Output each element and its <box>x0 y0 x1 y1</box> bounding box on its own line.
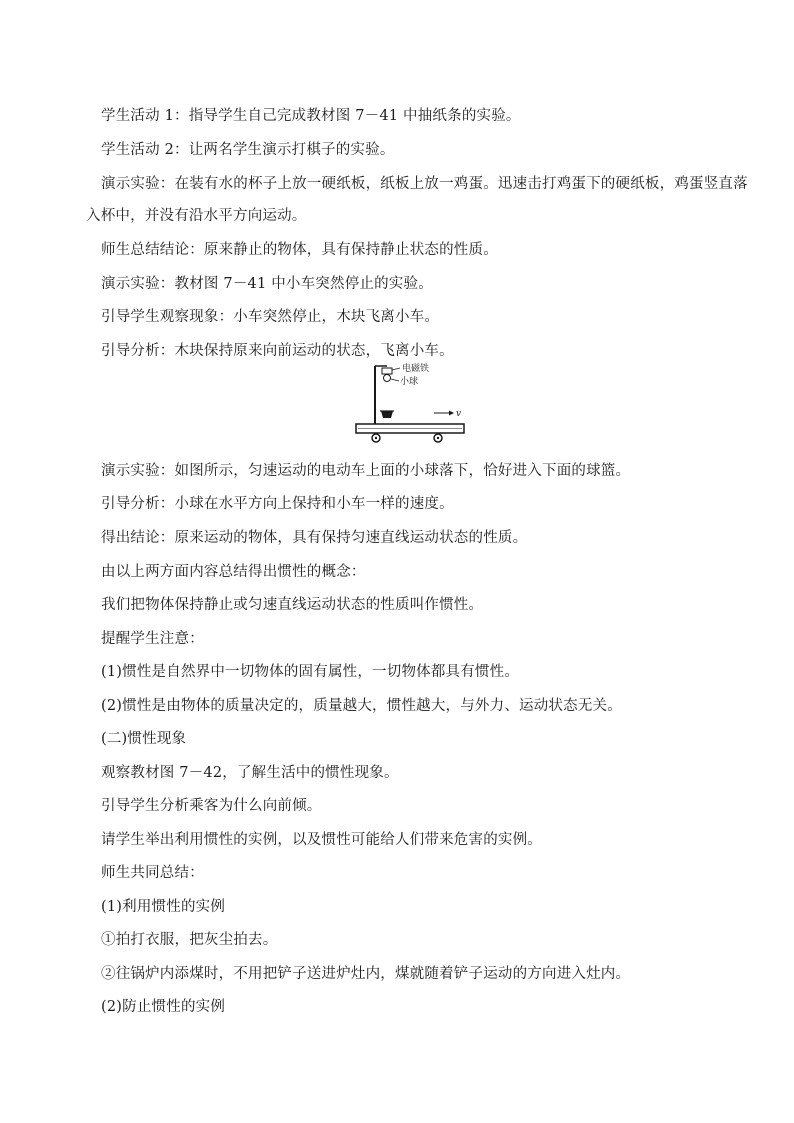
label-velocity: v <box>456 409 462 419</box>
paragraph: 引导学生分析乘客为什么向前倾。 <box>101 798 322 814</box>
section-heading: (二)惯性现象 <box>101 731 187 747</box>
paragraph: (1)惯性是自然界中一切物体的固有属性，一切物体都具有惯性。 <box>101 664 520 680</box>
label-electromagnet: 电磁铁 <box>402 364 430 374</box>
paragraph: 请学生举出利用惯性的实例，以及惯性可能给人们带来危害的实例。 <box>101 832 542 848</box>
paragraph: (1)利用惯性的实例 <box>101 899 226 915</box>
paragraph: 引导分析：小球在水平方向上保持和小车一样的速度。 <box>101 496 454 512</box>
paragraph: (2)惯性是由物体的质量决定的，质量越大，惯性越大，与外力、运动状态无关。 <box>101 698 622 714</box>
paragraph: 师生总结结论：原来静止的物体，具有保持静止状态的性质。 <box>101 242 498 258</box>
paragraph: 演示实验：在装有水的杯子上放一硬纸板，纸板上放一鸡蛋。迅速击打鸡蛋下的硬纸板，鸡蛋竖直落 <box>101 176 748 192</box>
electromagnet-icon <box>382 368 392 374</box>
ball-icon <box>384 375 391 382</box>
paragraph: 引导分析：木块保持原来向前运动的状态，飞离小车。 <box>101 343 454 359</box>
paragraph: 演示实验：如图所示，匀速运动的电动车上面的小球落下，恰好进入下面的球篮。 <box>101 463 631 479</box>
paragraph: 观察教材图 7－42，了解生活中的惯性现象。 <box>101 765 399 781</box>
paragraph: 提醒学生注意： <box>101 631 204 647</box>
basket-icon <box>381 411 393 418</box>
paragraph: ②往锅炉内添煤时，不用把铲子送进炉灶内，煤就随着铲子运动的方向进入灶内。 <box>101 966 631 982</box>
paragraph: 演示实验：教材图 7－41 中小车突然停止的实验。 <box>101 276 433 292</box>
paragraph: 学生活动 1：指导学生自己完成教材图 7－41 中抽纸条的实验。 <box>101 108 521 124</box>
paragraph: 引导学生观察现象：小车突然停止，木块飞离小车。 <box>101 309 440 325</box>
paragraph-continuation: 入杯中，并没有沿水平方向运动。 <box>86 208 307 224</box>
paragraph: 师生共同总结： <box>101 865 204 881</box>
label-ball: 小球 <box>400 377 419 387</box>
paragraph: 我们把物体保持静止或匀速直线运动状态的性质叫作惯性。 <box>101 597 484 613</box>
paragraph: (2)防止惯性的实例 <box>101 999 226 1015</box>
electric-cart-figure <box>352 362 468 450</box>
paragraph: 由以上两方面内容总结得出惯性的概念： <box>101 564 366 580</box>
paragraph: 得出结论：原来运动的物体，具有保持匀速直线运动状态的性质。 <box>101 530 528 546</box>
cart-diagram <box>352 362 468 450</box>
paragraph: ①拍打衣服，把灰尘拍去。 <box>101 932 278 948</box>
paragraph: 学生活动 2：让两名学生演示打棋子的实验。 <box>101 142 395 158</box>
